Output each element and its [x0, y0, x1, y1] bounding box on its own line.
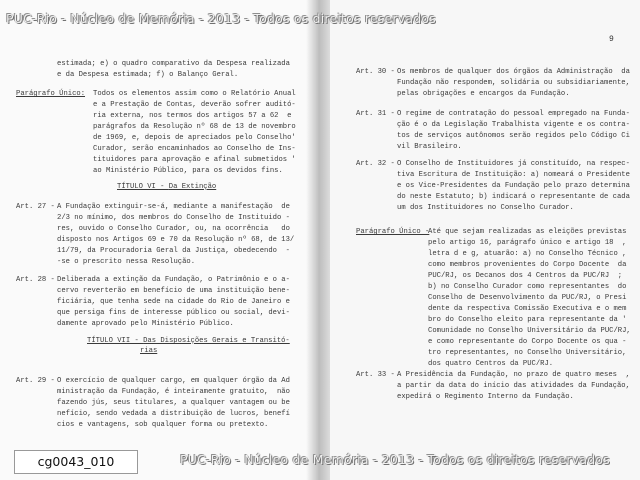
- watermark-top: PUC-Rio - Núcleo de Memória - 2013 - Todos os direitos reservados: [6, 11, 436, 26]
- intro-line-2: e da Despesa estimada; f) o Balanço Geral.: [57, 71, 239, 79]
- image-id-badge: cg0043_010: [14, 450, 138, 474]
- par2-line: dente da respectiva Comissão Executiva e o mem: [428, 305, 627, 313]
- art28-line: Deliberada a extinção da Fundação, o Patrimônio e o a-: [57, 276, 290, 284]
- par2-line: e como representante do Corpo Docente os qua -: [428, 338, 627, 346]
- art32-line: tiva Escritura de Instituição: a) nomeará o Presidente: [397, 171, 630, 179]
- art33-line: A Presidência da Fundação, no prazo de quatro meses ,: [397, 371, 630, 379]
- par-line: ria externa, nos termos dos artigos 57 a 62 e: [93, 112, 292, 120]
- page-number: 9: [609, 35, 614, 44]
- art27-line: -se o prescrito nessa Resolução.: [57, 258, 196, 266]
- art30-label: Art. 30 -: [356, 68, 395, 76]
- par2-line: Comunidade no Conselho Universitário da PUC/RJ,: [428, 327, 631, 335]
- art31-label: Art. 31 -: [356, 110, 395, 118]
- art27-label: Art. 27 -: [16, 203, 55, 211]
- art27-line: 2/3 no mínimo, dos membros do Conselho de Instituido -: [57, 214, 290, 222]
- art29-line: fazendo jús, seus titulares, a qualquer vantagem ou be: [57, 399, 290, 407]
- art28-line: cervo reverterão em benefício de uma instituição bene-: [57, 287, 290, 295]
- par2-line: Até que sejam realizadas as eleições previstas: [428, 228, 627, 236]
- titulo-vii-heading: [87, 336, 290, 347]
- par-line: ao Ministério Público, para os devidos fins.: [93, 167, 283, 175]
- art33-line: expedirá o Regimento Interno da Fundação.: [397, 393, 574, 401]
- art27-line: res, ouvido o Conselho Curador, ou, na ocorrência do: [57, 225, 290, 233]
- par2-line: pelo artigo 16, parágrafo único e artigo 18 ,: [428, 239, 627, 247]
- art28-line: que persiga fins de interesse público ou social, devi-: [57, 309, 290, 317]
- intro-line-1: estimada; e) o quadro comparativo da Despesa realizada: [57, 60, 290, 68]
- par2-line: b) no Conselho Curador como representantes do: [428, 283, 627, 291]
- par-line: tituidores para aprovação e afinal submetidos ': [93, 156, 296, 164]
- art32-line: do neste Estatuto; b) indicará o representante de cada: [397, 193, 630, 201]
- par-line: parágrafos da Resolução nº 68 de 13 de novembro: [93, 123, 296, 131]
- art31-line: tos de serviços autônomos serão regidos pelo Código Ci: [397, 132, 630, 140]
- titulo-vii-cont: rias: [140, 347, 158, 355]
- art28-line: damente aprovado pelo Ministério Público.: [57, 320, 234, 328]
- art33-line: a partir da data do início das atividades da Fundação,: [397, 382, 630, 390]
- art27-line: 11/79, da Procuradoria Geral da Justiça, obedecendo -: [57, 247, 290, 255]
- par2-line: letra d e g, atuarão: a) no Conselho Técnico ,: [428, 250, 627, 258]
- par-line: de 1969, e, depois de apreciados pelo Conselho': [93, 134, 296, 142]
- art33-label: Art. 33 -: [356, 371, 395, 379]
- par2-line: PUC/RJ, os Decanos dos 4 Centros da PUC/RJ ;: [428, 272, 623, 280]
- paragrafo-unico-label: Parágrafo Único:: [16, 90, 86, 98]
- art32-line: um dos Instituidores no Conselho Curador.: [397, 204, 574, 212]
- book-gutter: [306, 0, 330, 480]
- titulo-vii-text: Das Disposições Gerais e Transitó-: [143, 337, 290, 345]
- art31-line: ção é o da Legislação Trabalhista vigente e os contra-: [397, 121, 630, 129]
- art27-line: disposto nos Artigos 69 e 70 da Resolução nº 68, de 13/: [57, 236, 295, 244]
- par2-line: como membros provenientes do Corpo Docente da: [428, 261, 627, 269]
- art29-label: Art. 29 -: [16, 377, 55, 385]
- art29-line: nefício, sendo vedada a distribuição de lucros, benefí: [57, 410, 290, 418]
- art28-label: Art. 28 -: [16, 276, 55, 284]
- titulo-vii-lead: TÍTULO VII -: [87, 337, 144, 345]
- par2-line: Conselho de Desenvolvimento da PUC/RJ, o Presi: [428, 294, 627, 302]
- art32-line: O Conselho de Instituidores já constituído, na respec-: [397, 160, 630, 168]
- art31-line: O regime de contratação do pessoal empregado na Funda-: [397, 110, 630, 118]
- par-line: e a Prestação de Contas, deverão sofrer auditó-: [93, 101, 296, 109]
- art28-line: ficiária, que tenha sede na cidade do Rio de Janeiro e: [57, 298, 290, 306]
- art29-line: ministração da Fundação, é inteiramente gratuito, não: [57, 388, 290, 396]
- art27-line: A Fundação extinguir-se-á, mediante a manifestação de: [57, 203, 290, 211]
- art30-line: Fundação não respondem, solidária ou subsidiariamente,: [397, 79, 630, 87]
- art32-line: e os Vice-Presidentes da Fundação pelo prazo determina: [397, 182, 630, 190]
- par-line: Curador, serão encaminhados ao Conselho de Ins-: [93, 145, 296, 153]
- titulo-vi-lead: TÍTULO VI -: [117, 183, 169, 191]
- titulo-vi-text: Da Extinção: [168, 183, 217, 191]
- art32-label: Art. 32 -: [356, 160, 395, 168]
- par2-line: bro do Conselho eleito para representante da ': [428, 316, 627, 324]
- par2-line: dos quatro Centros da PUC/RJ.: [428, 360, 554, 368]
- paragrafo-unico-label-right: Parágrafo Único -: [356, 228, 430, 236]
- art29-line: O exercício de qualquer cargo, em qualquer órgão da Ad: [57, 377, 290, 385]
- art29-line: cios e vantagens, sob qualquer forma ou pretexto.: [57, 421, 269, 429]
- art30-line: pelas obrigações e encargos da Fundação.: [397, 90, 570, 98]
- art30-line: Os membros de qualquer dos órgãos da Administração da: [397, 68, 630, 76]
- par-line: Todos os elementos assim como o Relatório Anual: [93, 90, 296, 98]
- watermark-bottom: PUC-Rio - Núcleo de Memória - 2013 - Todos os direitos reservados: [180, 452, 610, 467]
- par2-line: tro representantes, no Conselho Universitário,: [428, 349, 627, 357]
- titulo-vi-heading: [117, 182, 216, 193]
- art31-line: vil Brasileiro.: [397, 143, 462, 151]
